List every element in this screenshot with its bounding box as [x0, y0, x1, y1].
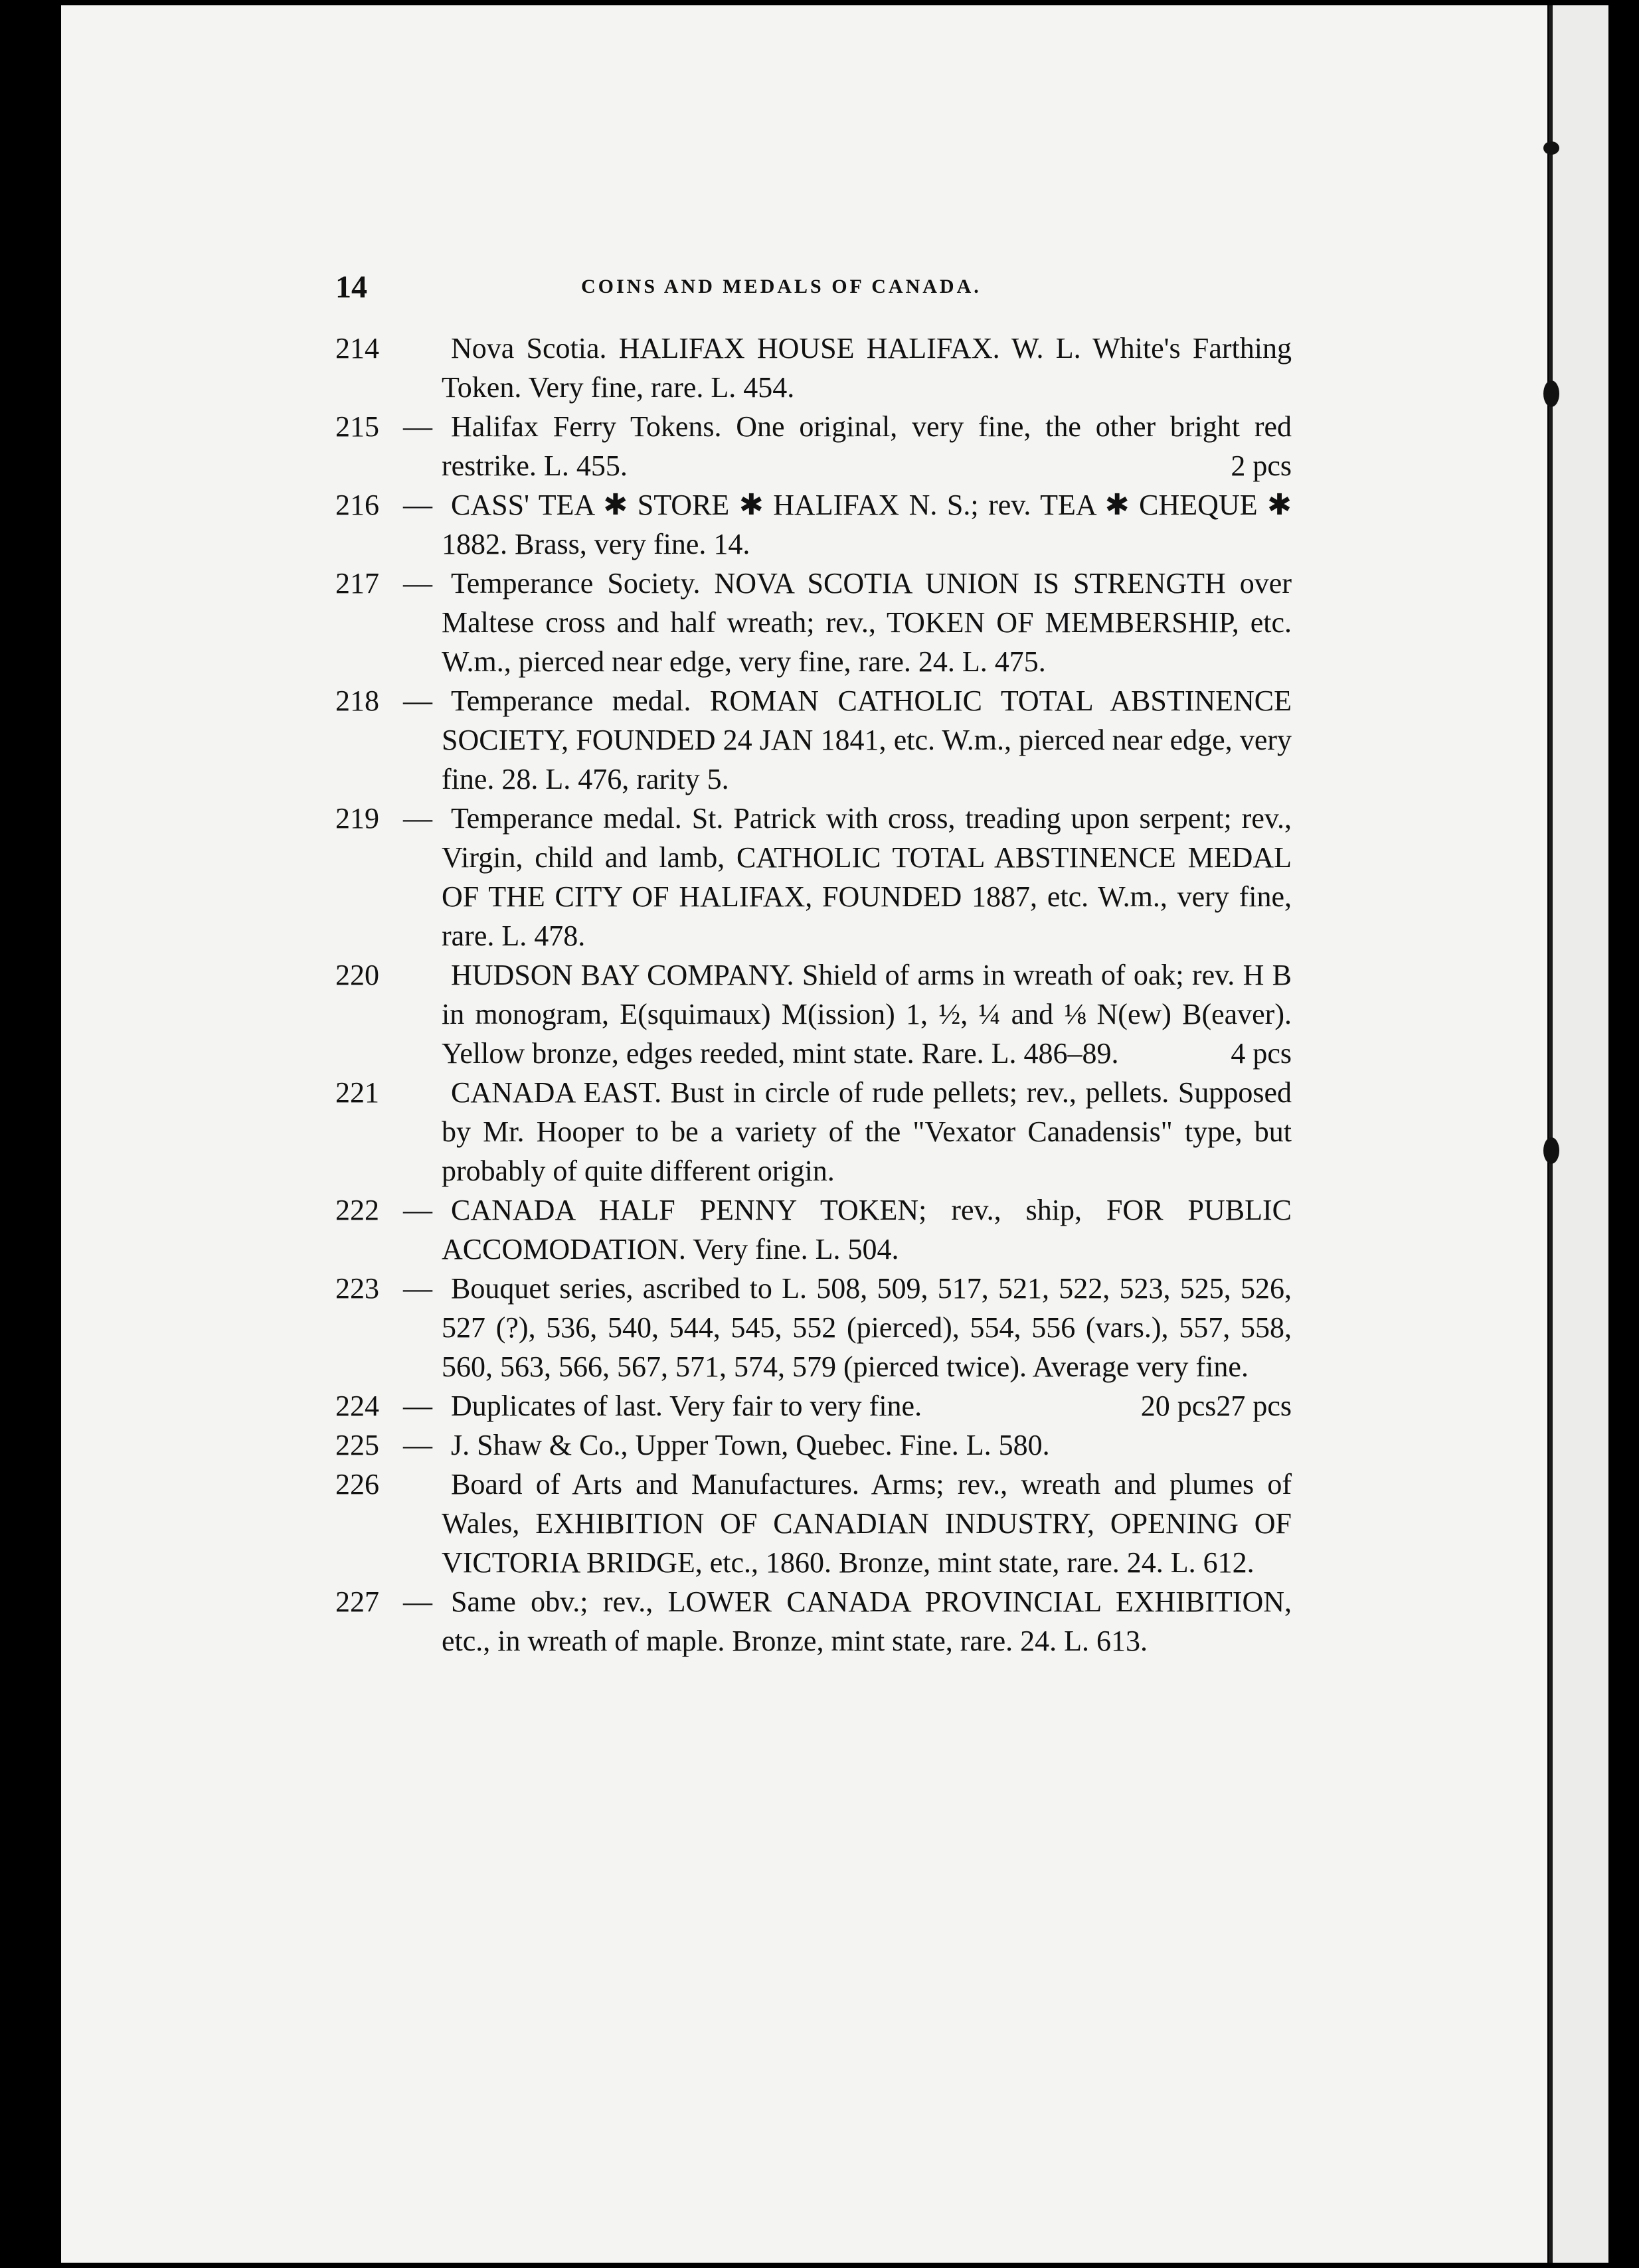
entry-text: CANADA HALF PENNY TOKEN; rev., ship, FOR PUBLIC ACCOMODATION. Very fine. L. 504.: [442, 1194, 1292, 1265]
entry-quantity: 20 pcs: [1140, 1390, 1217, 1422]
entry-dash: —: [403, 567, 432, 600]
entry-text: Halifax Ferry Tokens. One original, very fine, the other bright red restrike. L. 455.: [442, 410, 1292, 482]
catalog-entry: [335, 955, 1292, 1073]
entry-dash: —: [403, 1429, 432, 1461]
binding-mark-upper: [1543, 380, 1559, 407]
entry-dash: —: [403, 1585, 432, 1618]
catalog-entry: [335, 1386, 1292, 1425]
catalog-entry: [335, 1190, 1292, 1269]
entry-list: [335, 329, 1292, 1660]
entry-text: Temperance medal. St. Patrick with cross, treading upon serpent; rev., Virgin, child and lamb, CATHOLIC TOTAL ABSTINENCE MEDAL OF THE CITY OF HALIFAX, FOUNDED 1887, etc. W.m., very fine, rare. L. 478.: [442, 802, 1292, 952]
entry-number: 220: [335, 959, 379, 991]
entry-dash: —: [403, 685, 432, 717]
entry-dash: —: [403, 1194, 432, 1226]
entry-number: 217: [335, 567, 379, 600]
catalog-entry: [335, 1425, 1292, 1465]
entry-dash: —: [403, 802, 432, 835]
catalog-entry: [335, 1582, 1292, 1660]
page-text: [335, 269, 1292, 1660]
catalog-entry: [335, 329, 1292, 407]
entry-number: 223: [335, 1272, 379, 1305]
entry-number: 226: [335, 1468, 379, 1500]
running-title: COINS AND MEDALS OF CANADA.: [581, 276, 982, 297]
catalog-entry: [335, 1465, 1292, 1582]
page-header: [335, 269, 1292, 329]
entry-text: CANADA EAST. Bust in circle of rude pellets; rev., pellets. Supposed by Mr. Hooper to be a variety of the "Vexator Canadensis" type, but probably of quite different origin.: [442, 1076, 1292, 1187]
entry-dash: —: [403, 410, 432, 443]
entry-dash: —: [403, 489, 432, 521]
catalog-entry: [335, 485, 1292, 564]
binding-mark-middle: [1543, 1137, 1559, 1164]
catalog-entry: [335, 1073, 1292, 1190]
page-right-margin: [1553, 5, 1608, 2263]
entry-number: 215: [335, 410, 379, 443]
catalog-entry: [335, 407, 1292, 485]
entry-quantity: 4 pcs: [1231, 1037, 1292, 1070]
catalog-entry: [335, 681, 1292, 799]
entry-number: 216: [335, 489, 379, 521]
entry-number: 225: [335, 1429, 379, 1461]
entry-quantity: 27 pcs: [1216, 1390, 1292, 1422]
entry-dash: —: [403, 1272, 432, 1305]
page-number: 14: [335, 270, 367, 305]
entry-text: Nova Scotia. HALIFAX HOUSE HALIFAX. W. L. White's Farthing Token. Very fine, rare. L. 454.: [442, 332, 1292, 404]
entry-text: Duplicates of last. Very fair to very fine.: [451, 1390, 922, 1422]
entry-text: Same obv.; rev., LOWER CANADA PROVINCIAL EXHIBITION, etc., in wreath of maple. Bronze, mint state, rare. 24. L. 613.: [442, 1585, 1292, 1657]
binding-mark-top: [1543, 141, 1559, 155]
entry-text: HUDSON BAY COMPANY. Shield of arms in wreath of oak; rev. H B in monogram, E(squimaux) M(ission) 1, ½, ¼ and ⅛ N(ew) B(eaver). Yellow bronze, edges reeded, mint state. Rare. L. 486–89.: [442, 959, 1292, 1070]
entry-number: 224: [335, 1390, 379, 1422]
entry-text: Board of Arts and Manufactures. Arms; rev., wreath and plumes of Wales, EXHIBITION OF CANADIAN INDUSTRY, OPENING OF VICTORIA BRIDGE, etc., 1860. Bronze, mint state, rare. 24. L. 612.: [442, 1468, 1292, 1579]
catalog-entry: [335, 799, 1292, 955]
entry-number: 221: [335, 1076, 379, 1109]
entry-text: CASS' TEA ✱ STORE ✱ HALIFAX N. S.; rev. TEA ✱ CHEQUE ✱ 1882. Brass, very fine. 14.: [442, 489, 1292, 560]
entry-number: 218: [335, 685, 379, 717]
entry-number: 222: [335, 1194, 379, 1226]
entry-number: 214: [335, 332, 379, 364]
entry-number: 227: [335, 1585, 379, 1618]
entry-quantity: 2 pcs: [1231, 449, 1292, 482]
entry-text: J. Shaw & Co., Upper Town, Quebec. Fine. L. 580.: [451, 1429, 1050, 1461]
entry-number: 219: [335, 802, 379, 835]
catalog-entry: [335, 564, 1292, 681]
entry-dash: —: [403, 1390, 432, 1422]
entry-text: Temperance medal. ROMAN CATHOLIC TOTAL ABSTINENCE SOCIETY, FOUNDED 24 JAN 1841, etc. W.m., pierced near edge, very fine. 28. L. 476, rarity 5.: [442, 685, 1292, 795]
entry-text: Bouquet series, ascribed to L. 508, 509, 517, 521, 522, 523, 525, 526, 527 (?), 536, 540, 544, 545, 552 (pierced), 554, 556 (vars.), 557, 558, 560, 563, 566, 567, 571, 574, 579 (pierced twice). Average very fine.: [442, 1272, 1292, 1383]
entry-text: Temperance Society. NOVA SCOTIA UNION IS STRENGTH over Maltese cross and half wreath; rev., TOKEN OF MEMBERSHIP, etc. W.m., pierced near edge, very fine, rare. 24. L. 475.: [442, 567, 1292, 678]
